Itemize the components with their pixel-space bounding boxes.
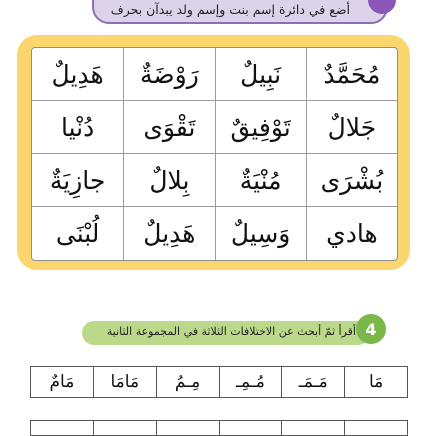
syllable-cell[interactable]: مَامٌ — [49, 372, 75, 392]
syllable-cell[interactable] — [219, 421, 282, 435]
syllable-cell[interactable] — [156, 421, 219, 435]
syllable-cell[interactable] — [344, 421, 407, 435]
syllable-cell[interactable]: مَامَا — [93, 367, 156, 397]
word-cell[interactable]: تَقْوَى — [123, 101, 214, 154]
syllable-cell[interactable] — [31, 421, 93, 435]
word-grid — [31, 47, 398, 261]
syllable-row-2 — [30, 420, 408, 436]
exercise4-number-badge: 4 — [356, 314, 386, 344]
word-cell[interactable]: تَوْفِيقٌ — [215, 101, 306, 154]
word-cell[interactable]: وَسِيلٌ — [215, 207, 306, 260]
word-cell[interactable]: جَلالٌ — [306, 101, 397, 154]
word-cell[interactable]: رَوْضَةٌ — [123, 48, 214, 101]
word-cell[interactable]: جازِيَةٌ — [32, 154, 123, 207]
word-cell[interactable]: لُبْنَى — [55, 219, 100, 248]
exercise4-instruction-banner — [82, 321, 370, 345]
word-cell[interactable]: بِلالٌ — [123, 154, 214, 207]
syllable-cell[interactable]: مِـمُ — [156, 367, 219, 397]
syllable-row-1 — [30, 366, 408, 398]
top-instruction-text: أضع في دائرة إسم بنت وإسم ولد يبدآن بحرف — [110, 2, 350, 17]
syllable-cell[interactable]: مَا — [344, 367, 407, 397]
word-cell[interactable]: مُنْيَةٌ — [215, 154, 306, 207]
top-instruction-banner — [92, 0, 388, 24]
word-cell[interactable]: دُنْيا — [32, 101, 123, 154]
syllable-cell[interactable] — [93, 421, 156, 435]
word-cell[interactable]: هادي — [306, 207, 397, 260]
word-cell[interactable]: بُشْرَى — [306, 154, 397, 207]
word-cell[interactable]: هَدِيلٌ — [32, 48, 123, 101]
word-panel — [17, 35, 410, 270]
syllable-cell[interactable] — [281, 421, 344, 435]
syllable-cell[interactable]: مَـمَـ — [281, 367, 344, 397]
word-cell[interactable]: هَدِيلٌ — [123, 207, 214, 260]
word-cell[interactable]: نَبِيلٌ — [215, 48, 306, 101]
word-cell[interactable]: مُحَمَّدٌ — [306, 48, 397, 101]
exercise4-instruction-text: أقرأ ثمّ أبحث عن الاختلافات الثلاثة في المجموعة الثانية — [106, 325, 356, 338]
syllable-cell[interactable]: مُـمِـ — [219, 367, 282, 397]
